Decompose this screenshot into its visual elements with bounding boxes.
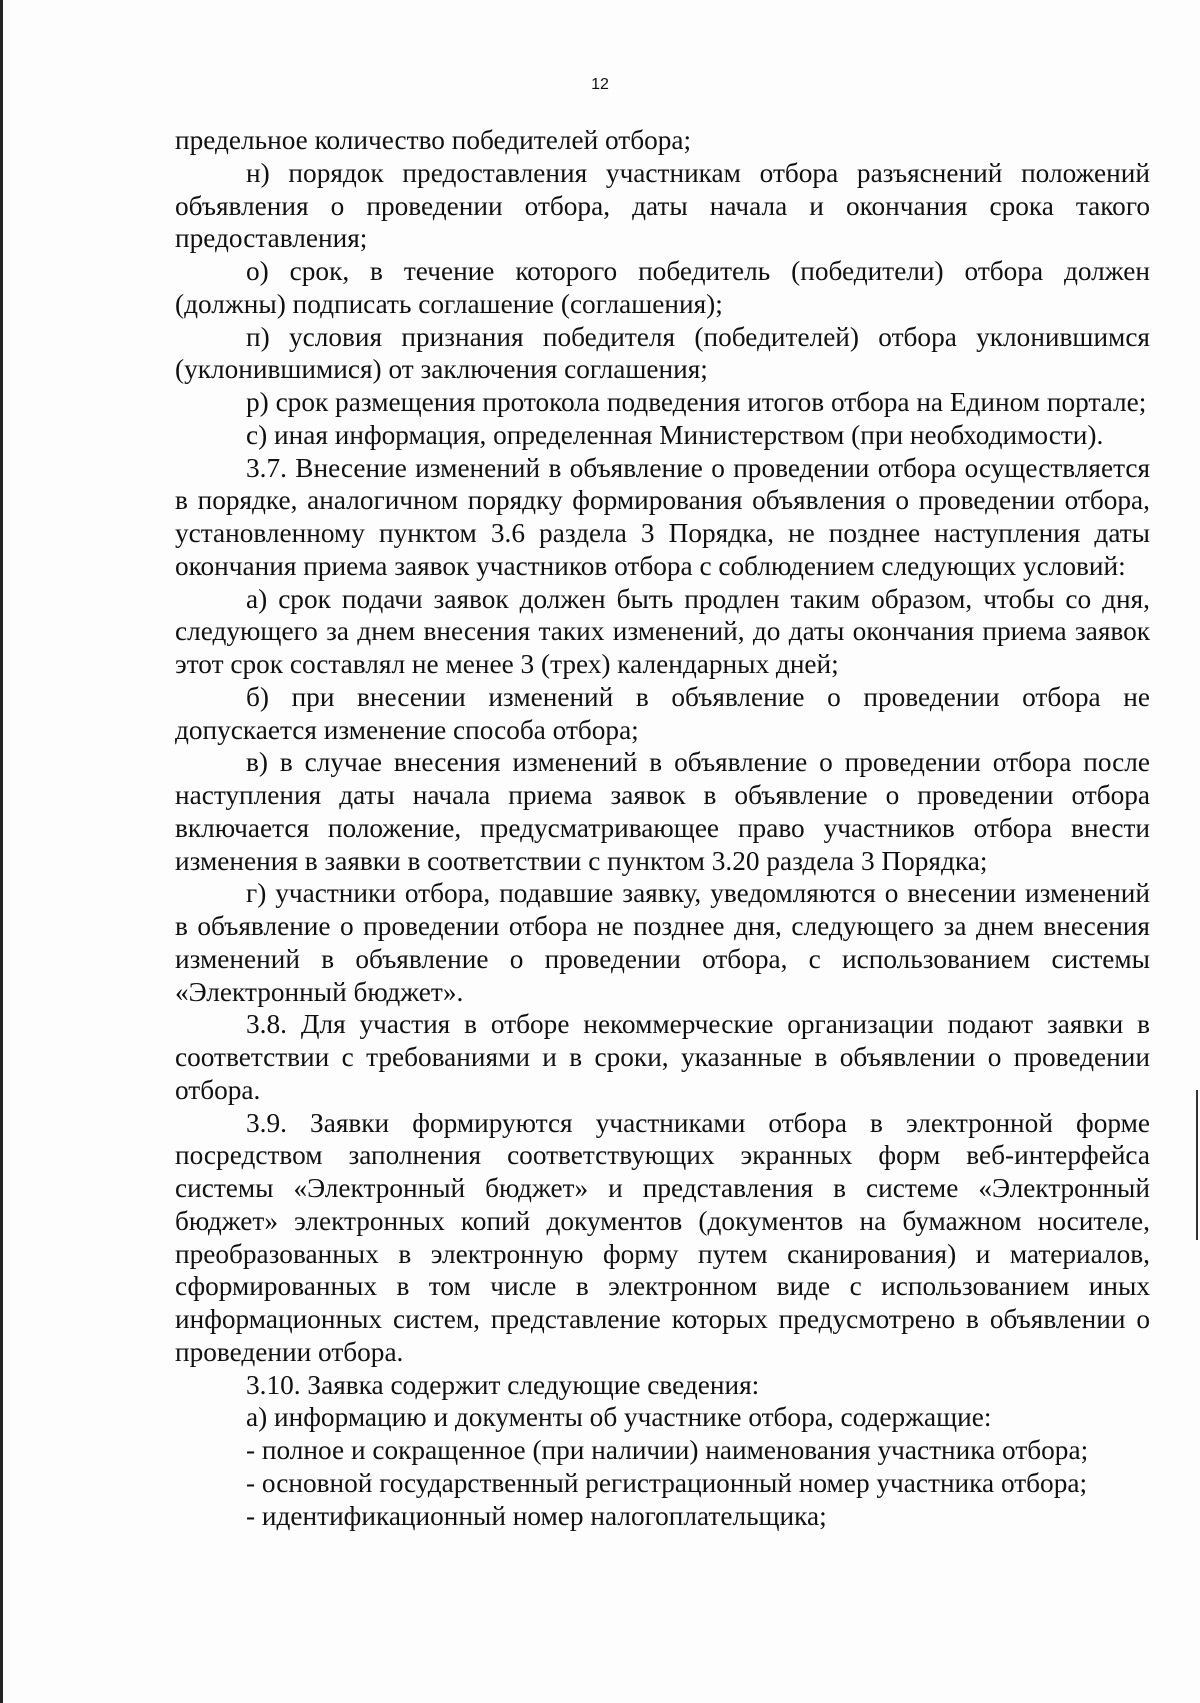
paragraph-3-7-g: г) участники отбора, подавшие заявку, уведомляются о внесении изменений в объявление о проведении отбора не позднее дня, следующего за днем внесения изменений в объявление о проведении отбора, с использованием системы «Электронный бюджет». bbox=[175, 878, 1150, 1007]
document-body bbox=[175, 124, 1150, 1532]
paragraph-continuation: предельное количество победителей отбора; bbox=[175, 125, 692, 155]
list-item-name: - полное и сокращенное (при наличии) наименования участника отбора; bbox=[246, 1435, 1089, 1465]
paragraph-item-o: о) срок, в течение которого победитель (победители) отбора должен (должны) подписать соглашение (соглашения); bbox=[175, 256, 1150, 319]
paragraph-item-s: с) иная информация, определенная Министерством (при необходимости). bbox=[246, 419, 1104, 450]
paragraph-item-r: р) срок размещения протокола подведения итогов отбора на Едином портале; bbox=[246, 387, 1147, 417]
paragraph-3-9: 3.9. Заявки формируются участниками отбора в электронной форме посредством заполнения соответствующих экранных форм веб-интерфейса системы «Электронный бюджет» и представления в системе «Электронный бюджет» электронных копий документов (документов на бумажном носителе, преобразованных в электронную форму путем сканирования) и материалов, сформированных в том числе в электронном виде с использованием иных информационных систем, представление которых предусмотрено в объявлении о проведении отбора. bbox=[175, 1107, 1150, 1367]
paragraph-3-10: 3.10. Заявка содержит следующие сведения: bbox=[246, 1369, 760, 1400]
paragraph-item-p: п) условия признания победителя (победителей) отбора уклонившимся (уклонившимися) от заключения соглашения; bbox=[175, 321, 1150, 385]
list-item-inn: - идентификационный номер налогоплательщика; bbox=[246, 1500, 827, 1531]
scan-edge-left bbox=[0, 0, 3, 1703]
scan-edge-right bbox=[1196, 1090, 1198, 1240]
paragraph-3-7-a: а) срок подачи заявок должен быть продлен таким образом, чтобы со дня, следующего за днем внесения таких изменений, до даты окончания приема заявок этот срок составлял не менее 3 (трех) календарных дней; bbox=[175, 583, 1150, 679]
list-item-ogrn: - основной государственный регистрационный номер участника отбора; bbox=[246, 1467, 1088, 1498]
paragraph-3-7-b: б) при внесении изменений в объявление о проведении отбора не допускается изменение способа отбора; bbox=[175, 681, 1150, 745]
paragraph-3-7-v: в) в случае внесения изменений в объявление о проведении отбора после наступления даты начала приема заявок в объявление о проведении отбора включается положение, предусматривающее право участников отбора внести изменения в заявки в соответствии с пунктом 3.20 раздела 3 Порядка; bbox=[175, 747, 1150, 876]
page-number: 12 bbox=[591, 76, 609, 93]
paragraph-3-8: 3.8. Для участия в отборе некоммерческие организации подают заявки в соответствии с требованиями и в сроки, указанные в объявлении о проведении отбора. bbox=[175, 1009, 1150, 1105]
paragraph-item-n: н) порядок предоставления участникам отбора разъяснений положений объявления о проведении отбора, даты начала и окончания срока такого предоставления; bbox=[175, 157, 1150, 254]
paragraph-3-7: 3.7. Внесение изменений в объявление о проведении отбора осуществляется в порядке, аналогичном порядку формирования объявления о проведении отбора, установленному пунктом 3.6 раздела 3 Порядка, не позднее наступления даты окончания приема заявок участников отбора с соблюдением следующих условий: bbox=[175, 452, 1150, 581]
paragraph-3-10-a: а) информацию и документы об участнике отбора, содержащие: bbox=[246, 1402, 992, 1433]
